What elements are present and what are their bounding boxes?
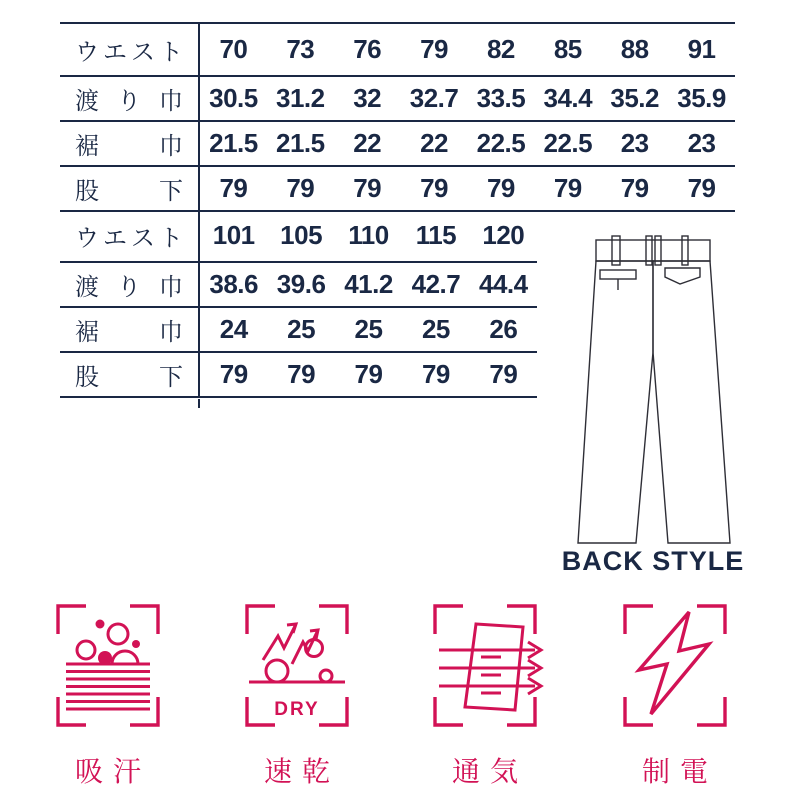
value-cell: 79: [420, 173, 449, 203]
value-cell: 76: [353, 34, 382, 64]
value-cell: 101: [212, 220, 255, 250]
row-values: [198, 122, 735, 165]
value-cell: 35.9: [677, 83, 726, 113]
table-row-裾巾: [60, 122, 735, 167]
value-cell: 23: [687, 128, 716, 158]
lightning-bolt: [639, 612, 709, 714]
value-cell: 32.7: [409, 83, 459, 113]
table-row-股下: [60, 353, 537, 398]
value-cell: 110: [348, 220, 389, 250]
value-cell: 79: [486, 173, 515, 203]
value-cell: 26: [489, 314, 518, 344]
row-values: [198, 210, 537, 261]
value-cell: 30.5: [209, 83, 258, 113]
value-cell: 31.2: [276, 83, 325, 113]
anti-static-icon: [615, 598, 735, 734]
value-cell: 22.5: [543, 128, 593, 158]
value-cell: 23: [620, 128, 649, 158]
frame-corners: [625, 606, 725, 725]
back-pocket-welt: [600, 270, 636, 279]
value-cell: 73: [286, 34, 315, 64]
feature-label: 速乾: [263, 756, 340, 787]
value-cell: 44.4: [479, 269, 528, 299]
value-cell: 105: [280, 220, 323, 250]
value-cell: 85: [553, 34, 582, 64]
back-pocket-flap: [665, 268, 700, 284]
value-cell: 21.5: [276, 128, 325, 158]
value-cell: 22: [353, 128, 382, 158]
feature-label: 制電: [641, 756, 718, 787]
table-row-渡り巾: [60, 77, 735, 122]
value-cell: 79: [353, 173, 382, 203]
value-cell: 34.4: [543, 83, 593, 113]
feature-breathability: [417, 598, 553, 790]
back-style-caption: BACK STYLE: [561, 546, 745, 576]
table-row-ウエスト: [60, 210, 537, 263]
row-values: [198, 167, 735, 210]
value-cell: 25: [287, 314, 316, 344]
table-row-股下: [60, 167, 735, 212]
value-cell: 22: [420, 128, 449, 158]
row-label: 渡 り 巾: [75, 88, 183, 115]
sweat-absorption-icon: [48, 598, 168, 734]
pants-back-illustration: [568, 232, 740, 550]
value-cell: 39.6: [276, 269, 326, 299]
value-cell: 25: [421, 314, 450, 344]
value-cell: 22.5: [476, 128, 526, 158]
value-cell: 79: [219, 173, 248, 203]
value-cell: 79: [489, 359, 518, 389]
feature-label: 吸汗: [74, 756, 151, 787]
value-cell: 79: [687, 173, 716, 203]
row-label: ウ エ ス ト: [75, 39, 183, 66]
row-label: 裾 巾: [75, 319, 183, 346]
value-cell: 79: [287, 359, 316, 389]
row-values: [198, 263, 537, 306]
value-cell: 79: [421, 359, 450, 389]
table-row-ウエスト: [60, 24, 735, 77]
value-cell: 120: [482, 220, 525, 250]
row-label: 渡 り 巾: [75, 274, 183, 301]
feature-anti-static: [607, 598, 743, 790]
pants-right-leg: [653, 261, 730, 543]
value-cell: 24: [219, 314, 248, 344]
value-cell: 91: [687, 34, 716, 64]
dry-badge: DRY: [274, 699, 320, 720]
value-cell: 88: [620, 34, 649, 64]
row-label: 股 下: [75, 178, 183, 205]
value-cell: 79: [354, 359, 383, 389]
value-cell: 35.2: [610, 83, 659, 113]
row-values: [198, 77, 735, 120]
row-values: [198, 308, 537, 351]
value-cell: 33.5: [476, 83, 526, 113]
value-cell: 38.6: [209, 269, 258, 299]
value-cell: 79: [286, 173, 315, 203]
table-row-裾巾: [60, 308, 537, 353]
size-table-regular: [60, 22, 735, 212]
value-cell: 79: [620, 173, 649, 203]
row-label: 股 下: [75, 364, 183, 391]
row-values: [198, 353, 537, 396]
value-cell: 41.2: [344, 269, 393, 299]
row-label: 裾 巾: [75, 133, 183, 160]
value-cell: 70: [219, 34, 248, 64]
feature-label: 通気: [451, 756, 528, 787]
value-cell: 32: [353, 83, 382, 113]
row-label: ウ エ ス ト: [75, 225, 183, 252]
breathability-icon: [425, 598, 545, 734]
pants-waistband: [596, 240, 710, 261]
value-cell: 82: [486, 34, 515, 64]
table-divider-tail: [198, 399, 200, 408]
pants-left-leg: [578, 261, 653, 543]
value-cell: 42.7: [411, 269, 461, 299]
feature-sweat-absorption: [40, 598, 176, 790]
quick-dry-icon: [237, 598, 357, 734]
value-cell: 79: [420, 34, 449, 64]
value-cell: 25: [354, 314, 383, 344]
feature-quick-dry: [229, 598, 365, 790]
table-row-渡り巾: [60, 263, 537, 308]
value-cell: 115: [415, 220, 457, 250]
value-cell: 79: [219, 359, 248, 389]
row-values: [198, 24, 735, 75]
value-cell: 79: [553, 173, 582, 203]
value-cell: 21.5: [209, 128, 258, 158]
size-table-large: [60, 210, 537, 398]
